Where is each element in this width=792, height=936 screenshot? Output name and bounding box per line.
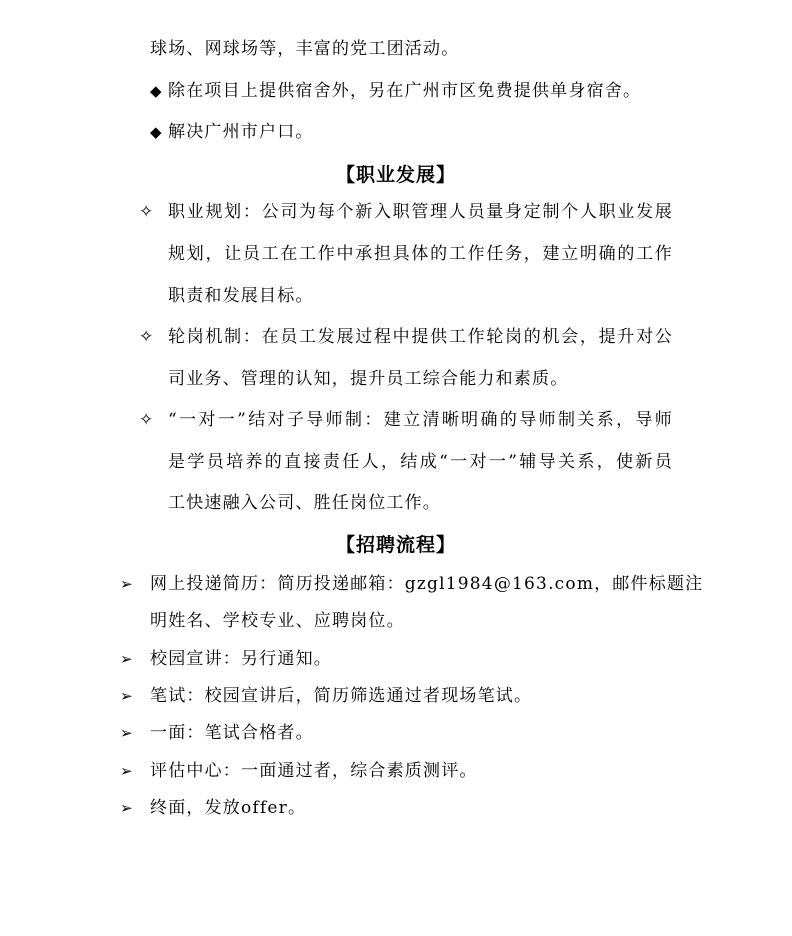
recruitment-item-assessment-center: 评估中心：一面通过者，综合素质测评。 [150,761,478,781]
recruitment-item-written-test: 笔试：校园宣讲后，简历筛选通过者现场笔试。 [150,686,533,706]
arrow-bullet-icon: ➢ [120,687,133,705]
arrow-bullet-icon: ➢ [120,575,133,593]
star-bullet-icon: ✧ [139,202,154,222]
diamond-bullet-icon: ◆ [150,123,162,141]
recruitment-item-online-resume-line: 网上投递简历：简历投递邮箱：gzgl1984@163.com，邮件标题注 [150,574,704,594]
recruitment-process-heading: 【招聘流程】 [335,534,456,556]
career-development-heading: 【职业发展】 [335,164,456,186]
career-item-mentor-line: “一对一”结对子导师制：建立清晰明确的导师制关系，导师 [168,410,673,430]
recruitment-item-campus-talk: 校园宣讲：另行通知。 [150,649,332,669]
arrow-bullet-icon: ➢ [120,650,133,668]
arrow-bullet-icon: ➢ [120,724,133,742]
career-item-planning-line: 规划，让员工在工作中承担具体的工作任务，建立明确的工作 [168,244,673,264]
arrow-bullet-icon: ➢ [120,762,133,780]
career-item-mentor-line: 是学员培养的直接责任人，结成“一对一”辅导关系，使新员 [168,452,673,472]
diamond-bullet-icon: ◆ [150,82,162,100]
welfare-item-dormitory: 除在项目上提供宿舍外，另在广州市区免费提供单身宿舍。 [168,81,642,101]
recruitment-item-first-interview: 一面：笔试合格者。 [150,723,314,743]
recruitment-item-final-interview: 终面，发放offer。 [150,798,307,818]
welfare-item-hukou: 解决广州市户口。 [168,122,314,142]
recruitment-item-online-resume-line: 明姓名、学校专业、应聘岗位。 [150,611,405,631]
career-item-rotation-line: 司业务、管理的认知，提升员工综合能力和素质。 [168,369,569,389]
welfare-continued-line: 球场、网球场等，丰富的党工团活动。 [150,39,460,59]
career-item-planning-line: 职业规划：公司为每个新入职管理人员量身定制个人职业发展 [168,202,673,222]
career-item-planning-line: 职责和发展目标。 [168,286,314,306]
arrow-bullet-icon: ➢ [120,799,133,817]
star-bullet-icon: ✧ [139,410,154,430]
career-item-rotation-line: 轮岗机制：在员工发展过程中提供工作轮岗的机会，提升对公 [168,327,673,347]
career-item-mentor-line: 工快速融入公司、胜任岗位工作。 [168,493,441,513]
star-bullet-icon: ✧ [139,327,154,347]
